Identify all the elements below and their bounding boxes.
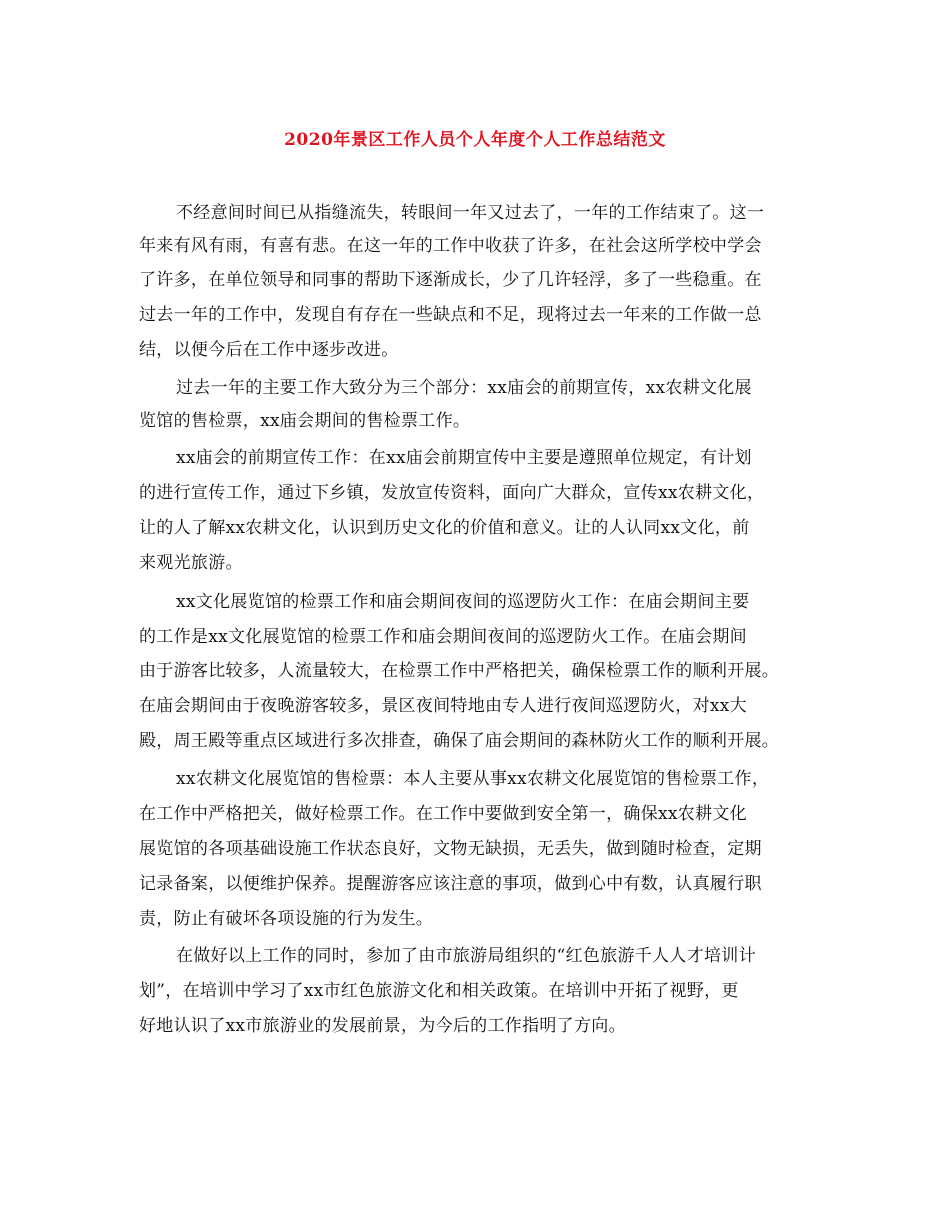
body-line: 过去一年的工作中，发现自有存在一些缺点和不足，现将过去一年来的工作做一总 — [139, 305, 762, 325]
body-line: 年来有风有雨，有喜有悲。在这一年的工作中收获了许多，在社会这所学校中学会 — [139, 236, 762, 256]
body-line: xx文化展览馆的检票工作和庙会期间夜间的巡逻防火工作：在庙会期间主要 — [176, 592, 750, 612]
body-line: 结，以便今后在工作中逐步改进。 — [139, 340, 399, 360]
body-line: 在工作中严格把关，做好检票工作。在工作中要做到安全第一，确保xx农耕文化 — [139, 804, 747, 824]
body-line: 的进行宣传工作，通过下乡镇，发放宣传资料，面向广大群众，宣传xx农耕文化， — [139, 483, 765, 503]
body-line: 的工作是xx文化展览馆的检票工作和庙会期间夜间的巡逻防火工作。在庙会期间 — [139, 627, 747, 647]
body-line: 过去一年的主要工作大致分为三个部分：xx庙会的前期宣传，xx农耕文化展 — [176, 378, 752, 398]
body-line: 在庙会期间由于夜晚游客较多，景区夜间特地由专人进行夜间巡逻防火，对xx大 — [139, 696, 747, 716]
body-line: 划”，在培训中学习了xx市红色旅游文化和相关政策。在培训中开拓了视野，更 — [139, 981, 739, 1001]
body-line: 责，防止有破坏各项设施的行为发生。 — [139, 909, 434, 929]
body-line: 展览馆的各项基础设施工作状态良好，文物无缺损，无丢失，做到随时检查，定期 — [139, 839, 762, 859]
body-line: 在做好以上工作的同时，参加了由市旅游局组织的“红色旅游千人人才培训计 — [176, 946, 756, 966]
body-line: 了许多，在单位领导和同事的帮助下逐渐成长，少了几许轻浮，多了一些稳重。在 — [139, 270, 762, 290]
body-line: 不经意间时间已从指缝流失，转眼间一年又过去了，一年的工作结束了。这一 — [176, 203, 765, 223]
body-line: 好地认识了xx市旅游业的发展前景，为今后的工作指明了方向。 — [139, 1016, 626, 1036]
body-line: 记录备案，以便维护保养。提醒游客应该注意的事项，做到心中有数，认真履行职 — [139, 874, 762, 894]
body-line: 由于游客比较多，人流量较大，在检票工作中严格把关，确保检票工作的顺利开展。 — [139, 661, 780, 681]
document-title: 2020年景区工作人员个人年度个人工作总结范文 — [284, 130, 666, 150]
body-line: xx农耕文化展览馆的售检票：本人主要从事xx农耕文化展览馆的售检票工作， — [176, 769, 770, 789]
body-line: 殿，周王殿等重点区域进行多次排查，确保了庙会期间的森林防火工作的顺利开展。 — [139, 731, 780, 751]
body-line: 览馆的售检票，xx庙会期间的售检票工作。 — [139, 411, 471, 431]
body-line: xx庙会的前期宣传工作：在xx庙会前期宣传中主要是遵照单位规定，有计划 — [176, 448, 752, 468]
body-line: 来观光旅游。 — [139, 553, 243, 573]
body-line: 让的人了解xx农耕文化，认识到历史文化的价值和意义。让的人认同xx文化，前 — [139, 518, 750, 538]
